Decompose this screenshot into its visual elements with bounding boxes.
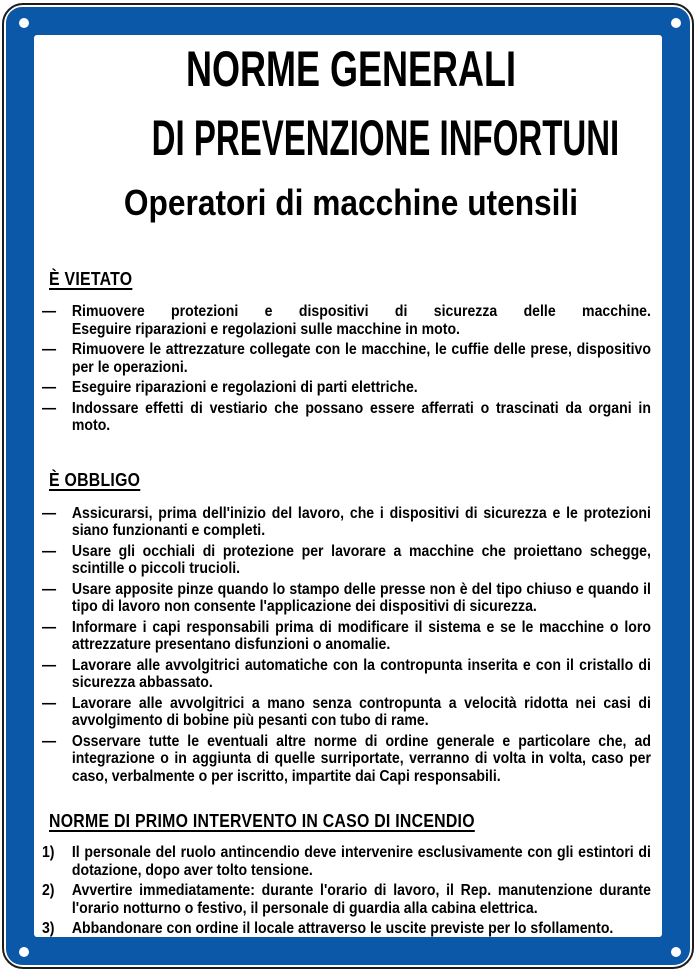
- section-heading-incendio: NORME DI PRIMO INTERVENTO IN CASO DI INCENDIO: [49, 811, 475, 831]
- item-text: Avvertire immediatamente: durante l'orario di lavoro, il Rep. manutenzione durante l'orario notturno o festivo, il personale di guardia alla cabina elettrica.: [71, 882, 651, 917]
- item-marker: 1): [41, 844, 55, 861]
- rule-item: [42, 657, 651, 692]
- item-text: Rimuovere le attrezzature collegate con le macchine, le cuffie delle prese, dispositivo per le operazioni.: [71, 341, 651, 376]
- item-marker: —: [41, 303, 57, 320]
- item-text: Assicurarsi, prima dell'inizio del lavoro, che i dispositivi di sicurezza e le protezioni siano funzionanti e completi.: [71, 504, 651, 539]
- item-marker: —: [41, 694, 57, 712]
- item-marker: 2): [41, 882, 55, 899]
- rule-item: [42, 379, 651, 397]
- item-text: [72, 303, 651, 338]
- item-marker: —: [41, 341, 57, 358]
- sign-plate: [2, 3, 694, 969]
- sign-subtitle: Operatori di macchine utensili: [123, 182, 579, 223]
- rule-item: [42, 844, 651, 879]
- item-marker: —: [41, 399, 57, 417]
- item-text: Usare gli occhiali di protezione per lavorare a macchine che proiettano schegge, scintille o piccoli trucioli.: [71, 542, 651, 577]
- rule-item: [42, 505, 651, 540]
- sign-frame: [6, 7, 690, 965]
- item-marker: —: [41, 504, 57, 522]
- item-text: Informare i capi responsabili prima di modificare il sistema e se le macchine o loro attrezzature presentano disfunzioni o anomalie.: [71, 618, 651, 653]
- item-text: Il personale del ruolo antincendio deve intervenire esclusivamente con gli estintori di dotazione, dopo aver tolto tensione.: [71, 844, 651, 879]
- rule-item: [42, 341, 651, 376]
- item-marker: —: [41, 732, 57, 750]
- item-marker: —: [41, 580, 57, 598]
- rule-item: [42, 920, 651, 937]
- item-text: Abbandonare con ordine il locale attraverso le uscite previste per lo sfollamento.: [71, 920, 614, 937]
- item-marker: —: [41, 618, 57, 636]
- rule-list-vietato: [42, 303, 651, 435]
- rule-item: [42, 400, 651, 435]
- section-heading-vietato: È VIETATO: [49, 269, 133, 289]
- section-heading-obbligo: È OBBLIGO: [49, 469, 141, 490]
- mounting-hole-top-left: [19, 18, 29, 28]
- rule-item: [42, 581, 651, 616]
- mounting-hole-bottom-right: [671, 947, 681, 957]
- sign-title-line-1: NORME GENERALI: [185, 41, 517, 97]
- rule-item: [42, 695, 651, 730]
- item-marker: 3): [41, 920, 55, 937]
- item-text: Usare apposite pinze quando lo stampo delle presse non è del tipo chiuso e quando il tipo di lavoro non consente l'applicazione dei dispositivi di sicurezza.: [71, 580, 651, 615]
- item-marker: —: [41, 656, 57, 674]
- item-marker: —: [41, 542, 57, 560]
- rule-list-obbligo: [42, 505, 651, 786]
- item-text: Indossare effetti di vestiario che possano essere afferrati o trascinati da organi in moto.: [71, 399, 651, 434]
- rule-item: [42, 303, 651, 338]
- mounting-hole-top-right: [671, 18, 681, 28]
- item-marker: —: [41, 379, 57, 396]
- mounting-hole-bottom-left: [19, 947, 29, 957]
- item-text-line: Rimuovere protezioni e dispositivi di sicurezza delle macchine.: [71, 303, 651, 320]
- rule-list-incendio: [42, 844, 651, 937]
- sign-panel: [34, 35, 662, 937]
- item-text-line: Eseguire riparazioni e regolazioni sulle macchine in moto.: [71, 320, 460, 338]
- item-text: Eseguire riparazioni e regolazioni di parti elettriche.: [71, 379, 418, 396]
- rule-item: [42, 543, 651, 578]
- rule-item: [42, 882, 651, 917]
- item-text: Osservare tutte le eventuali altre norme di ordine generale e particolare che, ad integrazione o in aggiunta di quelle surriportate, verranno di volta in volta, caso per caso, verbalmente o per iscritto, impartite dai Capi responsabili.: [71, 732, 651, 785]
- item-text: Lavorare alle avvolgitrici a mano senza contropunta a velocità ridotta nei casi di avvolgimento di bobine più pesanti con tubo di rame.: [71, 694, 651, 729]
- rule-item: [42, 619, 651, 654]
- rules-block: [41, 268, 651, 937]
- sign-title-line-2: DI PREVENZIONE INFORTUNI: [151, 110, 620, 166]
- item-text: Lavorare alle avvolgitrici automatiche con la contropunta inserita e con il cristallo di sicurezza abbassato.: [71, 656, 651, 691]
- rule-item: [42, 733, 651, 786]
